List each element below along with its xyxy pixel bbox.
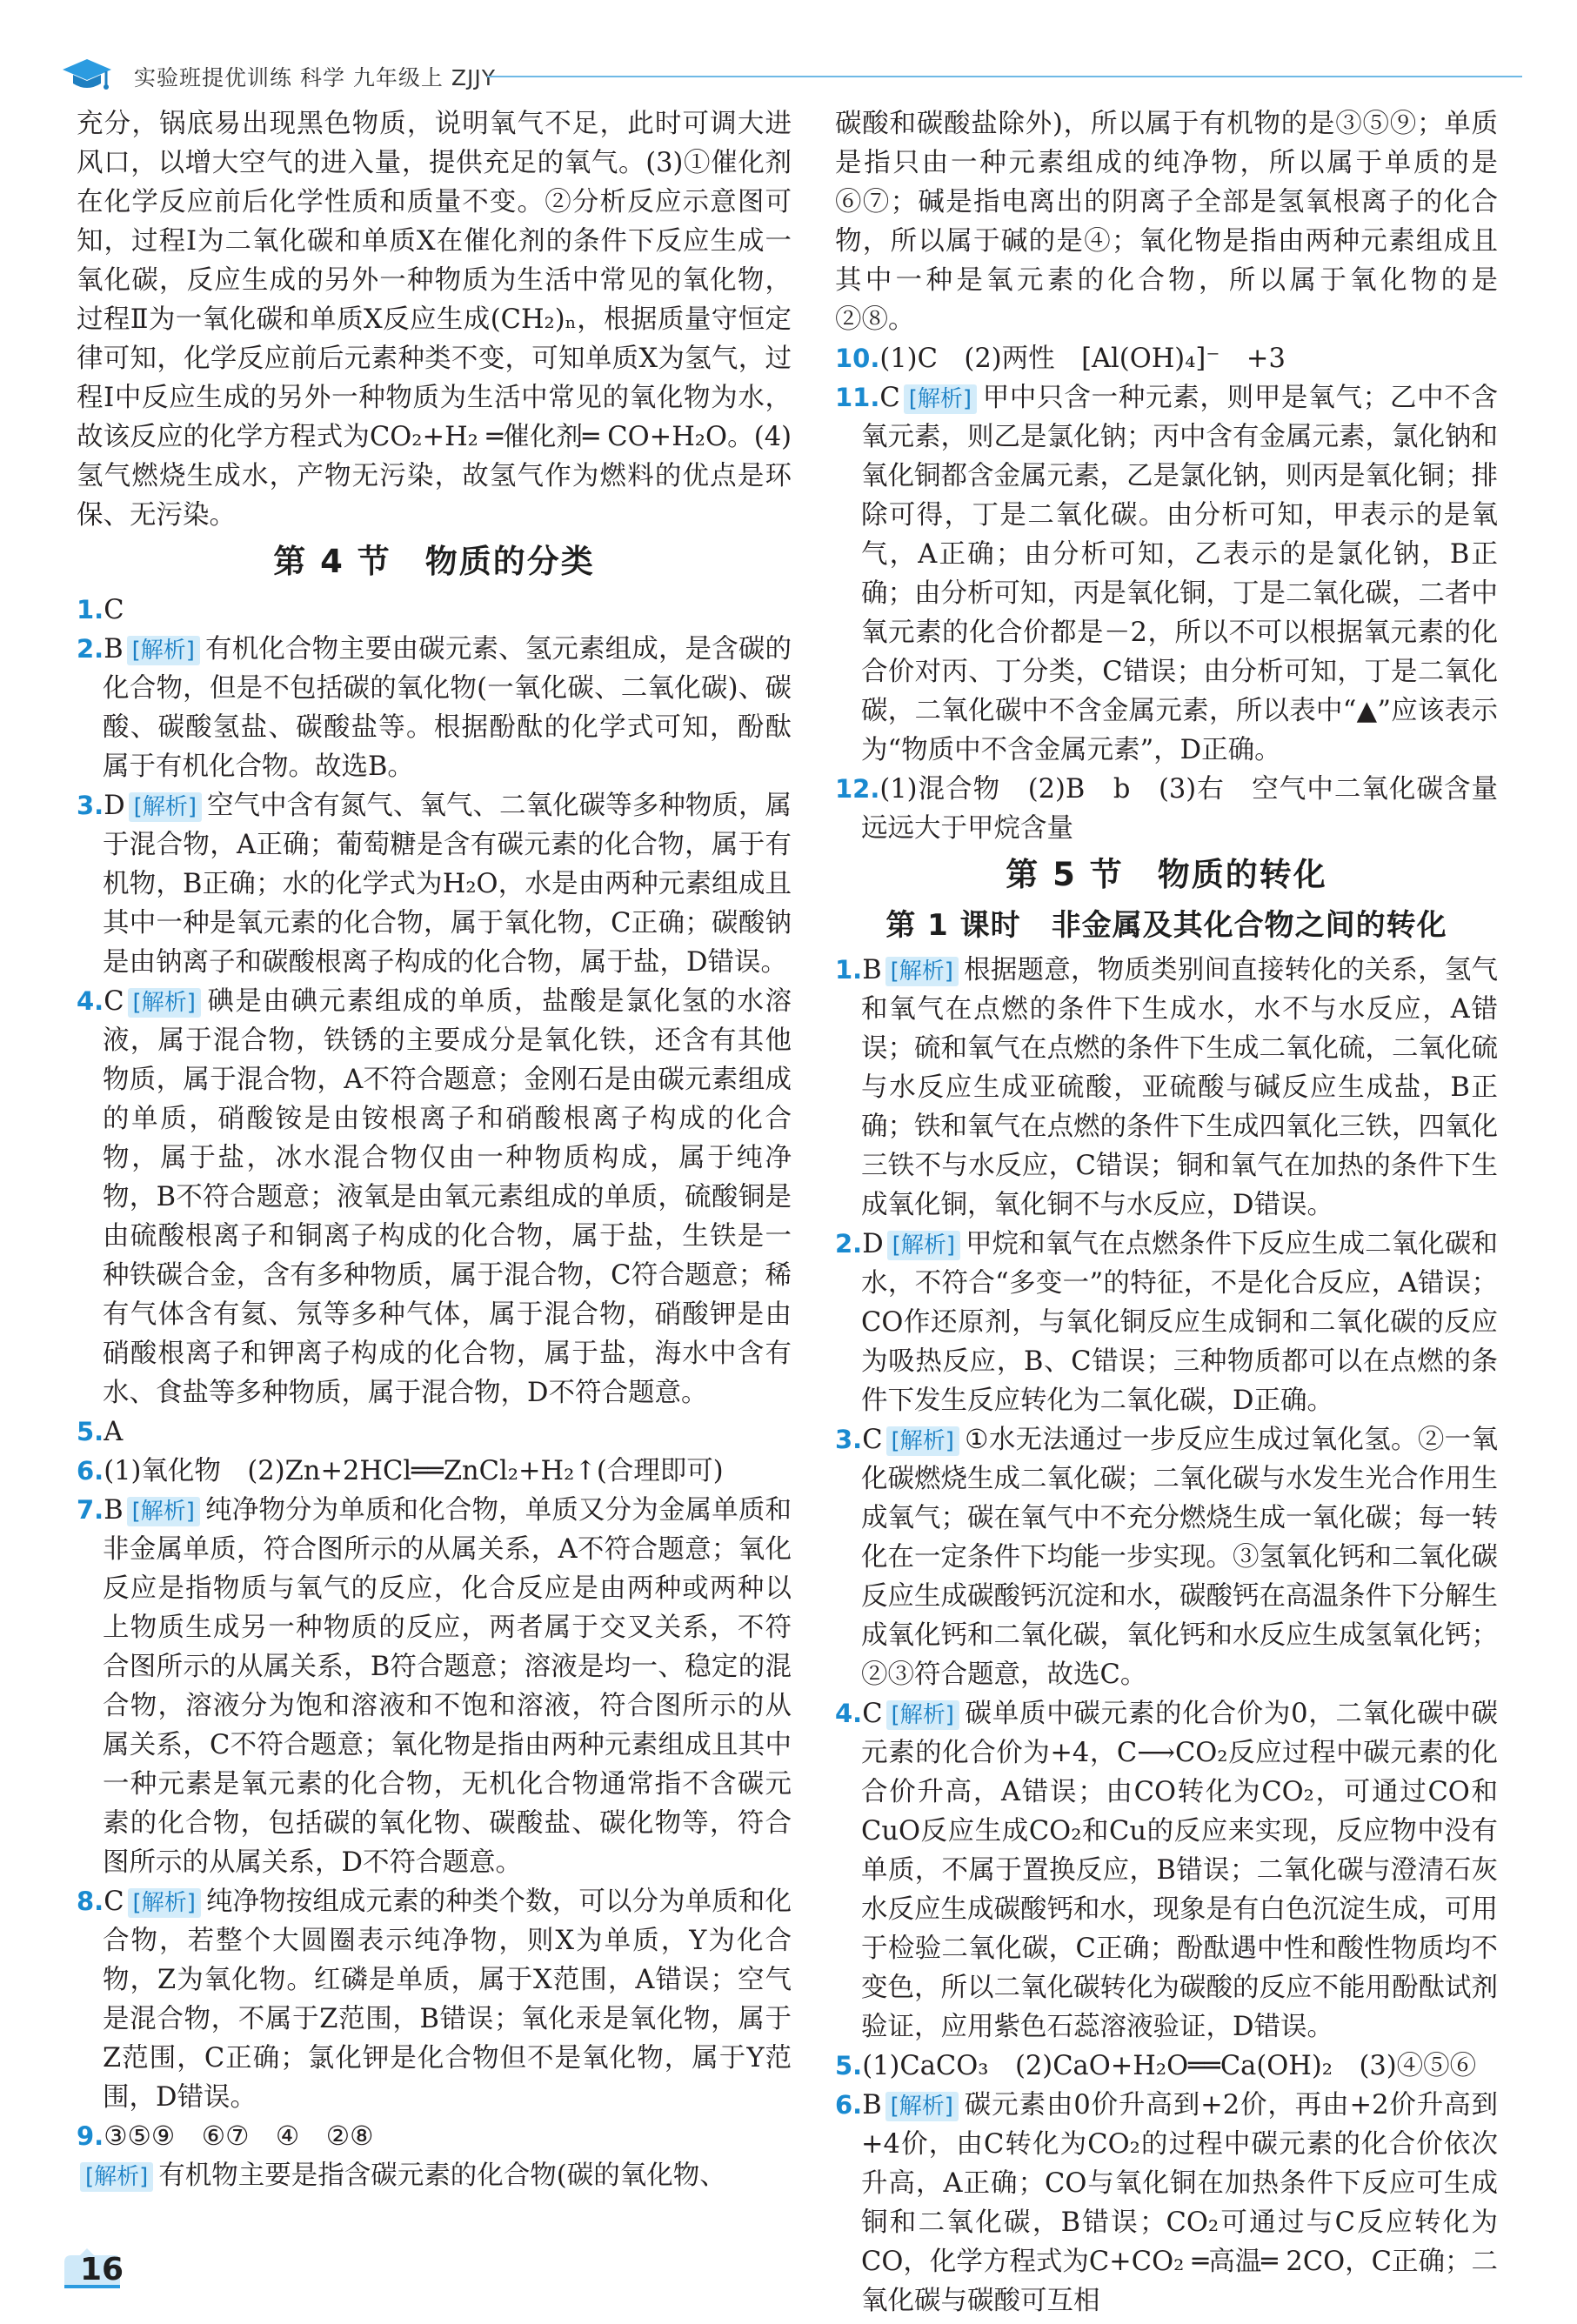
page-header bbox=[61, 54, 1522, 97]
section-title: 第 4 节 物质的分类 bbox=[273, 543, 595, 580]
question-number: 3. bbox=[77, 791, 104, 820]
answer-text: D bbox=[104, 791, 125, 821]
jiexi-tag: [解析] bbox=[128, 988, 201, 1018]
question-number: 1. bbox=[835, 955, 863, 985]
answer-text: C bbox=[862, 1699, 883, 1729]
answer-text: (1)氧化物 (2)Zn+2HCl══ZnCl₂+H₂↑(合理即可) bbox=[104, 1456, 724, 1486]
explanation-text: 碘是由碘元素组成的单质，盐酸是氯化氢的水溶液，属于混合物，铁锈的主要成分是氧化铁，还含有其他物质，属于混合物，A不符合题意；金刚石是由碳元素组成的单质，硝酸铵是由铵根离子和硝酸根离子构成的化合物，属于盐，冰水混合物仅由一种物质构成，属于纯净物，B不符合题意；液氧是由氧元素组成的单质，硫酸铜是由硫酸根离子和铜离子构成的化合物，属于盐，生铁是一种铁碳合金，含有多种物质，属于混合物，C符合题意；稀有气体含有氦、氖等多种气体，属于混合物，硝酸钾是由硝酸根离子和钾离子构成的化合物，属于盐，海水中含有水、食盐等多种物质，属于混合物，D不符合题意。 bbox=[103, 986, 792, 1408]
answer-text: B bbox=[104, 1495, 124, 1526]
answer-item bbox=[77, 1491, 792, 1882]
question-number: 5. bbox=[835, 2051, 863, 2080]
question-number: 1. bbox=[77, 595, 104, 624]
answer-text: B bbox=[862, 955, 882, 985]
answer-text: ③⑤⑨ ⑥⑦ ④ ②⑧ bbox=[104, 2121, 374, 2152]
explanation-text: 甲烷和氧气在点燃条件下反应生成二氧化碳和水，不符合“多变一”的特征，不是化合反应，A错误；CO作还原剂，与氧化铜反应生成铜和二氧化碳的反应为吸热反应，B、C错误；三种物质都可以在点燃的条件下发生反应转化为二氧化碳，D正确。 bbox=[861, 1229, 1498, 1416]
answer-item bbox=[77, 630, 792, 786]
answer-item bbox=[835, 1225, 1498, 1420]
answer-list bbox=[835, 339, 1498, 848]
question-number: 7. bbox=[77, 1495, 104, 1525]
question-number: 8. bbox=[77, 1887, 104, 1916]
jiexi-tag: [解析] bbox=[127, 636, 200, 665]
answer-text: (1)CaCO₃ (2)CaO+H₂O══Ca(OH)₂ (3)④⑤⑥ bbox=[862, 2051, 1477, 2081]
answer-item bbox=[835, 378, 1498, 770]
jiexi-tag: [解析] bbox=[887, 1231, 960, 1260]
answer-text: (1)混合物 (2)B b (3)右 空气中二氧化碳含量远远大于甲烷含量 bbox=[861, 774, 1498, 844]
book-title: 实验班提优训练 科学 九年级上 ZJJY bbox=[134, 65, 496, 90]
question-number: 2. bbox=[835, 1229, 863, 1259]
question-number: 5. bbox=[77, 1417, 104, 1446]
jiexi-tag: [解析] bbox=[127, 1497, 200, 1526]
explanation-text: 碳元素由0价升高到+2价，再由+2价升高到+4价，由C转化为CO₂的过程中碳元素的化合价依次升高，A正确；CO与氧化铜在加热条件下反应可生成铜和二氧化碳，B错误；CO₂可通过与C反应转化为CO，化学方程式为C+CO₂ ═高温═ 2CO，C正确；二氧化碳与碳酸可互相 bbox=[861, 2090, 1498, 2316]
answer-item bbox=[77, 786, 792, 982]
answer-item bbox=[77, 1452, 792, 1491]
question-number: 2. bbox=[77, 634, 104, 664]
answer-text: C bbox=[862, 1425, 883, 1455]
explanation-text: 有机化合物主要由碳元素、氢元素组成，是含碳的化合物，但是不包括碳的氧化物(一氧化碳、二氧化碳)、碳酸、碳酸氢盐、碳酸盐等。根据酚酞的化学式可知，酚酞属于有机化合物。故选B。 bbox=[103, 634, 792, 782]
jiexi-tag: [解析] bbox=[904, 384, 977, 414]
question-number: 10. bbox=[835, 344, 880, 373]
question-number: 4. bbox=[835, 1699, 863, 1728]
question-number: 6. bbox=[835, 2090, 863, 2120]
jiexi-tag: [解析] bbox=[886, 1426, 959, 1456]
intro-paragraph: 充分，锅底易出现黑色物质，说明氧气不足，此时可调大进风口，以增大空气的进入量，提供充足的氧气。(3)①催化剂在化学反应前后化学性质和质量不变。②分析反应示意图可知，过程Ⅰ为二氧化碳和单质X在催化剂的条件下反应生成一氧化碳，反应生成的另外一种物质为生活中常见的氧化物，过程Ⅱ为一氧化碳和单质X反应生成(CH₂)ₙ，根据质量守恒定律可知，化学反应前后元素种类不变，可知单质X为氢气，过程Ⅰ中反应生成的另外一种物质为生活中常见的氧化物为水，故该反应的化学方程式为CO₂+H₂ ═催化剂═ CO+H₂O。(4)氢气燃烧生成水，产物无污染，故氢气作为燃料的优点是环保、无污染。 bbox=[77, 109, 792, 531]
answer-text: C bbox=[104, 986, 124, 1017]
answer-list bbox=[835, 951, 1498, 2321]
jiexi-tag: [解析] bbox=[885, 957, 959, 986]
answer-item bbox=[77, 1882, 792, 2117]
answer-item bbox=[77, 591, 792, 630]
answer-item bbox=[835, 2086, 1498, 2321]
question-number: 9. bbox=[77, 2121, 104, 2151]
explanation-text: 空气中含有氮气、氧气、二氧化碳等多种物质，属于混合物，A正确；葡萄糖是含有碳元素的化合物，属于有机物，B正确；水的化学式为H₂O，水是由两种元素组成且其中一种是氧元素的化合物，属于氧化物，C正确；碳酸钠是由钠离子和碳酸根离子构成的化合物，属于盐，D错误。 bbox=[103, 791, 792, 978]
q9-explanation-text: 有机物主要是指含碳元素的化合物(碳的氧化物、 bbox=[158, 2160, 726, 2191]
answer-item bbox=[835, 770, 1498, 848]
jiexi-tag: [解析] bbox=[886, 1700, 959, 1730]
q9-explanation bbox=[77, 2156, 792, 2195]
explanation-text: 纯净物分为单质和化合物，单质又分为金属单质和非金属单质，符合图所示的从属关系，A不符合题意；氧化反应是指物质与氧气的反应，化合反应是由两种或两种以上物质生成另一种物质的反应，两者属于交叉关系，不符合图所示的从属关系，B符合题意；溶液是均一、稳定的混合物，溶液分为饱和溶液和不饱和溶液，符合图所示的从属关系，C不符合题意；氧化物是指由两种元素组成且其中一种元素是氧元素的化合物，无机化合物通常指不含碳元素的化合物，包括碳的氧化物、碳酸盐、碳化物等，符合图所示的从属关系，D不符合题意。 bbox=[103, 1495, 792, 1878]
answer-text: (1)C (2)两性 [Al(OH)₄]⁻ +3 bbox=[879, 344, 1286, 374]
explanation-text: 纯净物按组成元素的种类个数，可以分为单质和化合物，若整个大圆圈表示纯净物，则X为单质，Y为化合物，Z为氧化物。红磷是单质，属于X范围，A错误；空气是混合物，不属于Z范围，B错误；氧化汞是氧化物，属于Z范围，C正确；氯化钾是化合物但不是氧化物，属于Y范围，D错误。 bbox=[103, 1887, 792, 2113]
answer-item bbox=[77, 1412, 792, 1452]
header-divider bbox=[487, 76, 1522, 77]
jiexi-tag: [解析] bbox=[885, 2092, 959, 2121]
answer-text: C bbox=[879, 383, 900, 413]
answer-item bbox=[835, 339, 1498, 378]
left-column bbox=[77, 104, 792, 2195]
answer-item bbox=[77, 2117, 792, 2156]
answer-text: B bbox=[862, 2090, 882, 2120]
question-number: 6. bbox=[77, 1456, 104, 1486]
answer-list bbox=[77, 591, 792, 2156]
section-title: 第 5 节 物质的转化 bbox=[1006, 856, 1327, 893]
question-number: 3. bbox=[835, 1425, 863, 1454]
answer-text: C bbox=[104, 595, 124, 625]
answer-item bbox=[835, 951, 1498, 1225]
answer-item bbox=[835, 1694, 1498, 2047]
page-number: 16 bbox=[80, 2252, 124, 2287]
explanation-text: 碳单质中碳元素的化合价为0，二氧化碳中碳元素的化合价为+4，C⟶CO₂反应过程中碳元素的化合价升高，A错误；由CO转化为CO₂，可通过CO和CuO反应生成CO₂和Cu的反应来实现，反应物中没有单质，不属于置换反应，B错误；二氧化碳与澄清石灰水反应生成碳酸钙和水，现象是有白色沉淀生成，可用于检验二氧化碳，C正确；酚酞遇中性和酸性物质均不变色，所以二氧化碳转化为碳酸的反应不能用酚酞试剂验证，应用紫色石蕊溶液验证，D错误。 bbox=[861, 1699, 1498, 2042]
explanation-text: ①水无法通过一步反应生成过氧化氢。②一氧化碳燃烧生成二氧化碳；二氧化碳与水发生光合作用生成氧气；碳在氧气中不充分燃烧生成一氧化碳；每一转化在一定条件下均能一步实现。③氢氧化钙和二氧化碳反应生成碳酸钙沉淀和水，碳酸钙在高温条件下分解生成氧化钙和二氧化碳，氧化钙和水反应生成氢氧化钙；②③符合题意，故选C。 bbox=[861, 1425, 1498, 1690]
answer-item bbox=[835, 2047, 1498, 2086]
jiexi-tag: [解析] bbox=[128, 1888, 201, 1918]
q9-continuation: 碳酸和碳酸盐除外)，所以属于有机物的是③⑤⑨；单质是指只由一种元素组成的纯净物，所以属于单质的是⑥⑦；碱是指电离出的阴离子全部是氢氧根离子的化合物，所以属于碱的是④；氧化物是指由两种元素组成且其中一种是氧元素的化合物，所以属于氧化物的是②⑧。 bbox=[835, 109, 1498, 335]
subsection-title: 第 1 课时 非金属及其化合物之间的转化 bbox=[885, 908, 1447, 943]
answer-text: D bbox=[862, 1229, 884, 1259]
answer-item bbox=[835, 1420, 1498, 1694]
answer-item bbox=[77, 982, 792, 1412]
page-number-badge bbox=[61, 2247, 122, 2292]
answer-text: C bbox=[104, 1887, 124, 1917]
jiexi-tag: [解析] bbox=[80, 2162, 153, 2192]
question-number: 12. bbox=[835, 774, 880, 804]
answer-text: A bbox=[104, 1417, 124, 1447]
right-column bbox=[835, 104, 1498, 2321]
jiexi-tag: [解析] bbox=[129, 792, 202, 822]
question-number: 11. bbox=[835, 383, 880, 412]
explanation-text: 根据题意，物质类别间直接转化的关系，氢气和氧气在点燃的条件下生成水，水不与水反应，A错误；硫和氧气在点燃的条件下生成二氧化硫，二氧化硫与水反应生成亚硫酸，亚硫酸与碱反应生成盐，B正确；铁和氧气在点燃的条件下生成四氧化三铁，四氧化三铁不与水反应，C错误；铜和氧气在加热的条件下生成氧化铜，氧化铜不与水反应，D错误。 bbox=[861, 955, 1498, 1220]
graduation-cap-icon bbox=[61, 56, 113, 94]
explanation-text: 甲中只含一种元素，则甲是氧气；乙中不含氧元素，则乙是氯化钠；丙中含有金属元素，氯化钠和氧化铜都含金属元素，乙是氯化钠，则丙是氧化铜；排除可得，丁是二氧化碳。由分析可知，甲表示的是氧气，A正确；由分析可知，乙表示的是氯化钠，B正确；由分析可知，丙是氧化铜，丁是二氧化碳，二者中氧元素的化合价都是－2，所以不可以根据氧元素的化合价对丙、丁分类，C错误；由分析可知，丁是二氧化碳，二氧化碳中不含金属元素，所以表中“▲”应该表示为“物质中不含金属元素”，D正确。 bbox=[861, 383, 1498, 765]
question-number: 4. bbox=[77, 986, 104, 1016]
answer-text: B bbox=[104, 634, 124, 664]
